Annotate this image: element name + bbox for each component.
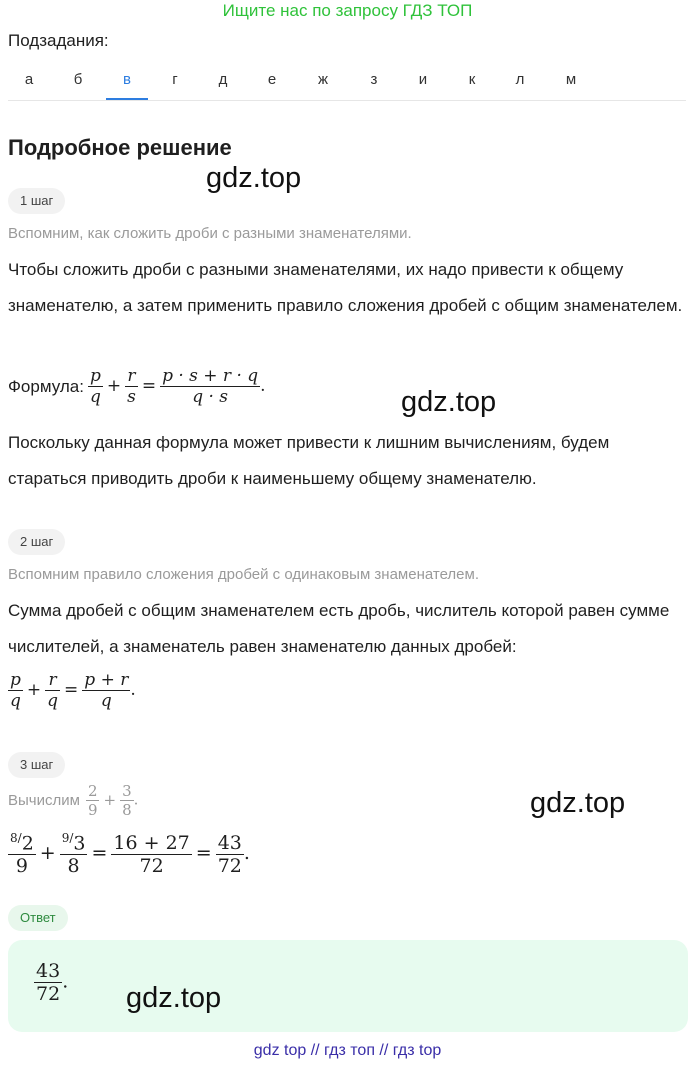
watermark: gdz.top xyxy=(530,787,626,819)
tab-i[interactable]: и xyxy=(418,71,428,88)
answer-badge: Ответ xyxy=(8,905,68,931)
watermark: gdz.top xyxy=(206,162,302,194)
tab-d[interactable]: д xyxy=(218,71,228,88)
promo-banner[interactable]: Ищите нас по запросу ГДЗ ТОП xyxy=(222,1,473,20)
section-title: Подробное решение xyxy=(8,135,232,160)
footer-links[interactable]: gdz top // гдз топ // гдз top xyxy=(253,1042,442,1059)
tab-e[interactable]: е xyxy=(267,71,277,88)
tab-a[interactable]: а xyxy=(24,71,34,88)
formula-row xyxy=(8,366,266,407)
subtask-tabs xyxy=(8,64,686,101)
tab-l[interactable]: л xyxy=(515,71,525,88)
tab-m[interactable]: м xyxy=(565,71,577,88)
step-hint-row xyxy=(8,782,138,819)
step-badge: 2 шаг xyxy=(8,529,65,555)
formula-general: $\frac{p}{q}$ + $\frac{r}{s}$ = $\frac{p \cdot s + r \cdot q}{q \cdot s}$ . xyxy=(89,366,266,407)
answer-box xyxy=(8,940,688,1032)
tab-g[interactable]: г xyxy=(172,71,178,88)
watermark: gdz.top xyxy=(126,982,222,1014)
tab-zh[interactable]: ж xyxy=(317,71,329,88)
tab-v[interactable]: в xyxy=(106,64,148,100)
subtasks-label: Подзадания: xyxy=(8,31,109,50)
step-text: Поскольку данная формула может привести к лишним вычислениям, будем стараться приводить дроби к наименьшему общему знаменателю. xyxy=(8,433,610,488)
step-hint: Вычислим xyxy=(8,792,80,809)
formula-same-denominator: $\frac{p}{q}$ + $\frac{r}{q}$ = $\frac{p + r}{q}$ . xyxy=(10,670,136,711)
answer-value: $\frac{43}{72}$ . xyxy=(36,960,69,1005)
task-expression: $\frac{2}{9}$ + $\frac{3}{8}$ . xyxy=(87,782,139,819)
tab-b[interactable]: б xyxy=(73,71,83,88)
tab-z[interactable]: з xyxy=(370,71,378,88)
step-badge: 3 шаг xyxy=(8,752,65,778)
calculation: $\frac{^{8/}2}{9}$ + $\frac{^{9/}3}{8}$ = $\frac{16 + 27}{72}$ = $\frac{43}{72}$ . xyxy=(10,831,250,878)
step-text: Сумма дробей с общим знаменателем есть дробь, числитель которой равен сумме числителей, а знаменатель равен знаменателю данных дробей: xyxy=(8,601,670,656)
formula-label: Формула: xyxy=(8,376,84,396)
step-hint: Вспомним правило сложения дробей с одинаковым знаменателем. xyxy=(8,566,479,583)
step-hint: Вспомним, как сложить дроби с разными знаменателями. xyxy=(8,225,412,242)
step-text: Чтобы сложить дроби с разными знаменателями, их надо привести к общему знаменателю, а затем применить правило сложения дробей с общим знаменателем. xyxy=(8,260,683,315)
tab-k[interactable]: к xyxy=(468,71,476,88)
watermark: gdz.top xyxy=(401,386,497,418)
step-badge: 1 шаг xyxy=(8,188,65,214)
